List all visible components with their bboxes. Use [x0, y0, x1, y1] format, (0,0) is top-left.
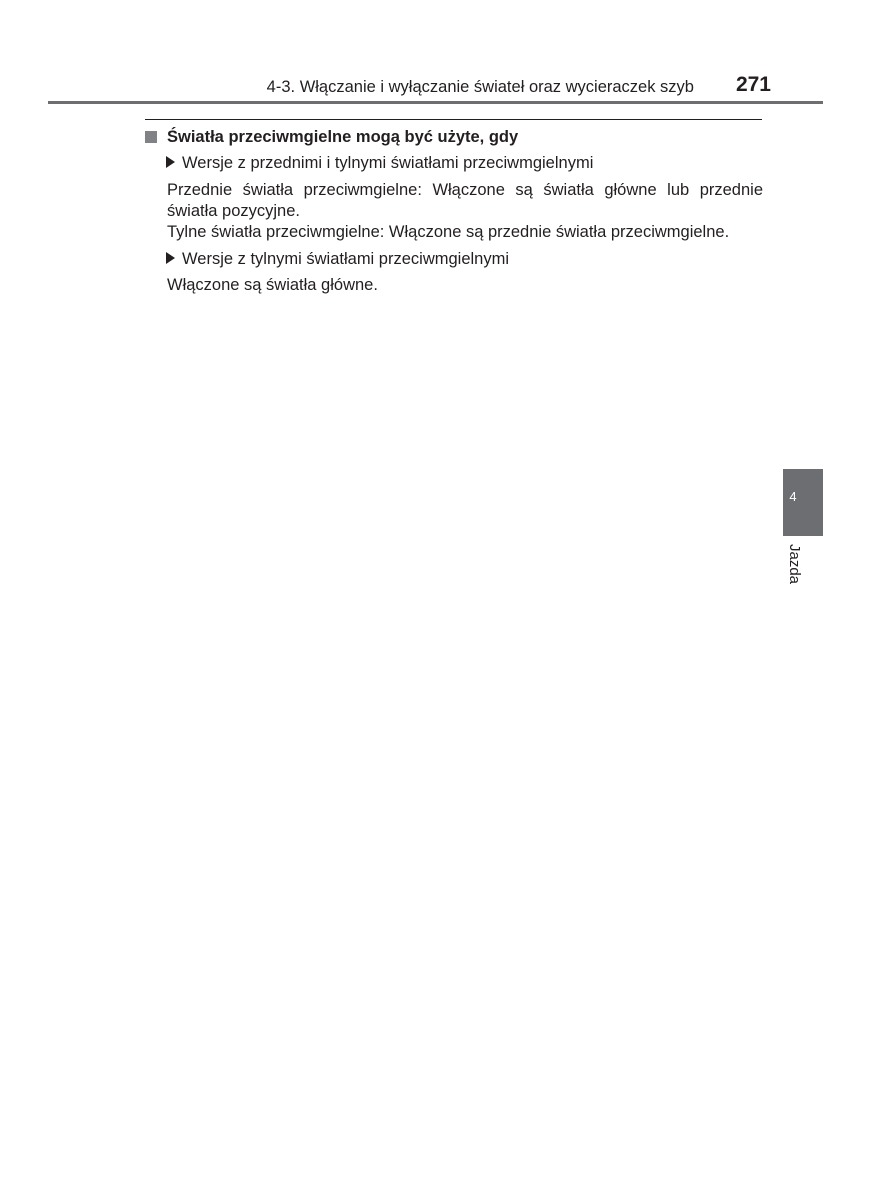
paragraph: Tylne światła przeciwmgielne: Włączone są przednie światła przeciwmgielne. [167, 223, 730, 241]
section-divider [145, 119, 762, 120]
square-icon [145, 131, 157, 143]
triangle-right-icon [166, 156, 175, 168]
section-heading-text: Światła przeciwmgielne mogą być użyte, gdy [167, 128, 519, 146]
chapter-tab [783, 469, 823, 536]
variant-subheading-text: Wersje z tylnymi światłami przeciwmgielnymi [182, 250, 510, 268]
variant-subheading-text: Wersje z przednimi i tylnymi światłami przeciwmgielnymi [182, 154, 594, 172]
triangle-right-icon [166, 252, 175, 264]
chapter-label: Jazda [786, 544, 803, 585]
section-heading [145, 127, 765, 147]
paragraph: Włączone są światła główne. [167, 276, 378, 294]
paragraph: Przednie światła przeciwmgielne: Włączone są światła główne lub przednie światła pozycyjne. [167, 181, 763, 220]
chapter-number: 4 [789, 489, 797, 504]
header-divider [48, 101, 823, 104]
variant-subheading [166, 249, 509, 269]
variant-subheading [166, 153, 593, 173]
header-title: 4-3. Włączanie i wyłączanie świateł oraz wycieraczek szyb [266, 78, 694, 96]
page-number: 271 [735, 73, 771, 96]
